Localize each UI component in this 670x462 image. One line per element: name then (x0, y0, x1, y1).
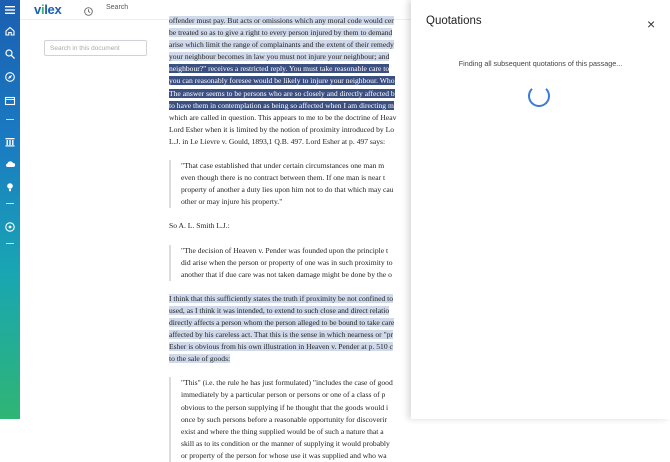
doc-line: to the sale of goods: (169, 354, 231, 364)
doc-line: I think that this sufficiently states the truth if proximity be not confined to (169, 293, 394, 303)
doc-line: neighbour?" receives a restricted reply. You must take reasonable care to (169, 64, 390, 74)
doc-line: Lord Esher when it is limited by the notion of proximity introduced by Lo (169, 124, 395, 134)
home-icon[interactable] (4, 25, 16, 37)
panel-title: Quotations (426, 15, 482, 27)
quote-line: or property of the person for whose use it was supplied and who wa (181, 450, 387, 460)
quote-line: obvious to the person supplying if he thought that the goods would i (181, 402, 389, 412)
settings-icon[interactable] (4, 221, 16, 233)
blockquote (169, 245, 415, 281)
doc-line: you can reasonably foresee would be likely to injure your neighbour. Who (169, 76, 395, 86)
loading-spinner-icon (528, 85, 550, 107)
doc-line: offender must pay. But acts or omissions which any moral code would cer (169, 16, 394, 25)
doc-line: Esher is obvious from his own illustration in Heaven v. Pender at p. 510 c (169, 342, 393, 352)
library-icon[interactable] (4, 136, 16, 148)
doc-line: be treated so as to give a right to every person injured by them to demand (169, 28, 393, 38)
rail-divider (6, 243, 14, 244)
document-body (169, 15, 415, 462)
blockquote (169, 377, 415, 462)
quote-line: another that if due care was not taken damage might be done by the o (181, 269, 392, 279)
quotations-panel (411, 0, 670, 419)
rail-divider (6, 119, 14, 120)
rail-divider (6, 203, 14, 204)
quote-line: even though there is no contract between them. If one man is near t (181, 173, 386, 183)
doc-line: affected by his careless act. That this is the sense in which nearness or "pr (169, 330, 394, 340)
loading-status-text: Finding all subsequent quotations of this passage... (458, 59, 623, 68)
quote-line: did arise when the person or property of one was in such proximity to (181, 257, 393, 267)
blockquote (169, 160, 415, 208)
doc-line: arise which limit the range of complainants and the extent of their remedy (169, 40, 394, 50)
doc-line: to have them in contemplation as being so affected when I am directing m (169, 100, 394, 110)
quote-line: immediately by a particular person or persons or one of a class of p (181, 390, 386, 400)
cloud-icon[interactable] (4, 158, 16, 170)
doc-line: directly affects a person whom the person alleged to be bound to take care (169, 317, 395, 327)
quote-line: "This" (i.e. the rule he has just formulated) "includes the case of good (181, 378, 393, 388)
search-icon[interactable] (4, 48, 16, 60)
folder-icon[interactable] (4, 95, 16, 107)
quote-line: "That case established that under certain circumstances one man m (181, 161, 385, 171)
quote-line: once by such persons before a reasonable opportunity for discoverir (181, 414, 388, 424)
doc-line: The answer seems to be persons who are so closely and directly affected b (169, 88, 395, 98)
history-icon[interactable] (83, 4, 94, 15)
quote-line: skill as to its condition or the manner of supplying it would probably (181, 438, 390, 448)
quote-line: other or may injure his property." (181, 197, 283, 207)
vlex-logo[interactable]: vilex (34, 2, 62, 17)
top-search-input[interactable]: Search (106, 4, 129, 11)
quote-line: exist and where the thing supplied would be of such a nature that a (181, 426, 384, 436)
bulb-icon[interactable] (4, 181, 16, 193)
doc-line: your neighbour becomes in law you must not injure your neighbour; and (169, 52, 390, 62)
doc-line: So A. L. Smith L.J.: (169, 221, 230, 231)
doc-line: L.J. in Le Lievre v. Gould, 1893,1 Q.B. 497. Lord Esher at p. 497 says: (169, 136, 386, 146)
compass-icon[interactable] (4, 71, 16, 83)
left-nav-rail (0, 0, 20, 419)
menu-icon[interactable] (4, 4, 16, 16)
quote-line: property of another a duty lies upon him not to do that which may cau (181, 185, 394, 195)
quote-line: "The decision of Heaven v. Pender was founded upon the principle t (181, 245, 389, 255)
document-search-input[interactable]: Search in this document (44, 40, 147, 56)
doc-line: used, as I think it was intended, to extend to such close and direct relatio (169, 305, 390, 315)
close-icon[interactable]: × (647, 16, 656, 32)
doc-line: which are called in question. This appears to me to be the doctrine of Heav (169, 112, 397, 122)
